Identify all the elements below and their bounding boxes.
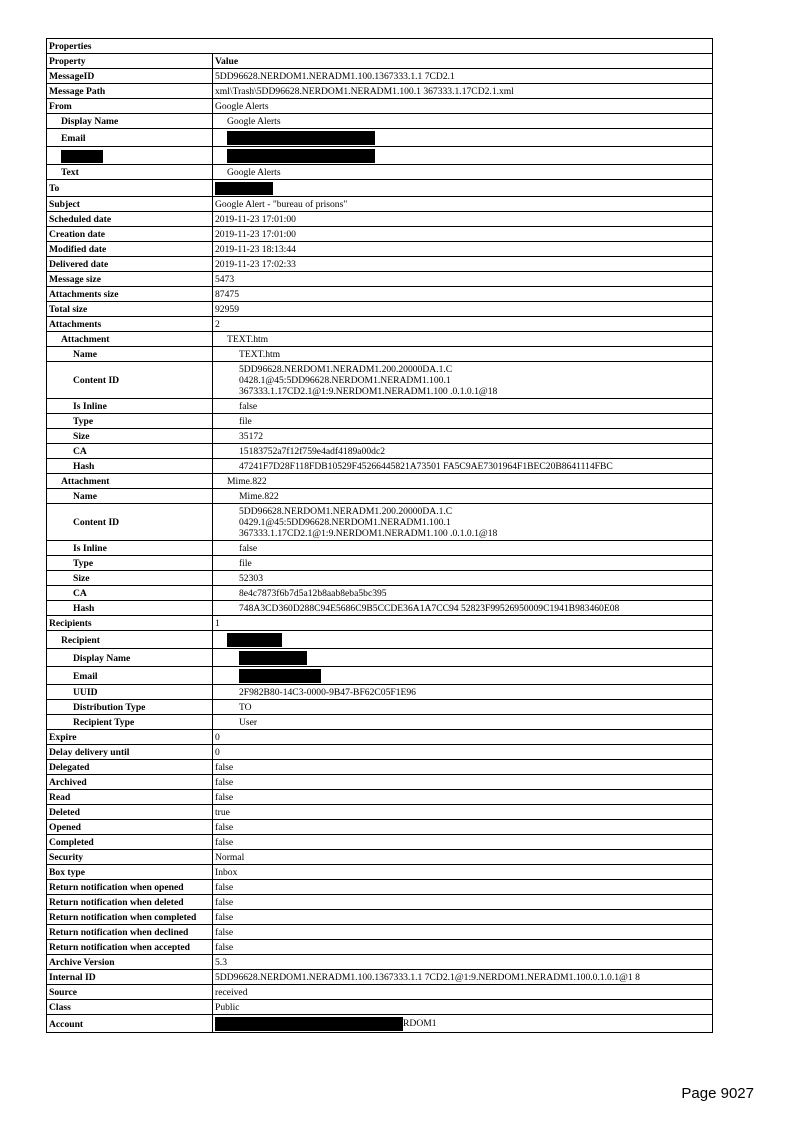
table-row <box>47 775 713 790</box>
property-name: Return notification when opened <box>47 880 213 895</box>
property-name: Text <box>47 165 213 180</box>
property-value <box>213 147 713 165</box>
table-row <box>47 910 713 925</box>
property-value: false <box>213 880 713 895</box>
table-row <box>47 399 713 414</box>
table-row <box>47 700 713 715</box>
property-name: Internal ID <box>47 970 213 985</box>
property-name: Archived <box>47 775 213 790</box>
property-name: Recipient Type <box>47 715 213 730</box>
property-value: 748A3CD360D288C94E5686C9B5CCDE36A1A7CC94 52823F99526950009C1941B983460E08 <box>213 601 713 616</box>
property-value: 5.3 <box>213 955 713 970</box>
property-value: Mime.822 <box>213 474 713 489</box>
property-value: 0 <box>213 745 713 760</box>
property-name: Return notification when completed <box>47 910 213 925</box>
table-row <box>47 601 713 616</box>
table-row <box>47 99 713 114</box>
property-name: Type <box>47 556 213 571</box>
property-name: Completed <box>47 835 213 850</box>
table-row <box>47 474 713 489</box>
property-name: Hash <box>47 459 213 474</box>
property-value: false <box>213 835 713 850</box>
property-name: Return notification when deleted <box>47 895 213 910</box>
property-value: false <box>213 925 713 940</box>
table-row <box>47 970 713 985</box>
table-row <box>47 940 713 955</box>
property-value <box>213 129 713 147</box>
table-row <box>47 242 713 257</box>
property-value <box>213 631 713 649</box>
property-value: false <box>213 790 713 805</box>
property-value <box>213 362 713 399</box>
property-value: xml\Trash\5DD96628.NERDOM1.NERADM1.100.1 367333.1.17CD2.1.xml <box>213 84 713 99</box>
table-row <box>47 571 713 586</box>
value-line: 5DD96628.NERDOM1.NERADM1.200.20000DA.1.C <box>239 364 453 375</box>
property-value: 87475 <box>213 287 713 302</box>
property-name: Total size <box>47 302 213 317</box>
property-name: Modified date <box>47 242 213 257</box>
table-row <box>47 489 713 504</box>
property-name: Opened <box>47 820 213 835</box>
property-name: Recipients <box>47 616 213 631</box>
property-name: CA <box>47 586 213 601</box>
page-number: Page 9027 <box>681 1085 754 1102</box>
table-row <box>47 616 713 631</box>
property-value: 2 <box>213 317 713 332</box>
property-name: Display Name <box>47 649 213 667</box>
property-name: UUID <box>47 685 213 700</box>
table-row <box>47 1000 713 1015</box>
property-name: Attachments size <box>47 287 213 302</box>
table-row <box>47 880 713 895</box>
table-row <box>47 347 713 362</box>
property-name: Name <box>47 347 213 362</box>
property-name: Size <box>47 429 213 444</box>
property-value: Google Alerts <box>213 165 713 180</box>
property-name: Attachment <box>47 332 213 347</box>
redaction-block <box>239 651 307 665</box>
property-value: 0 <box>213 730 713 745</box>
property-name: Size <box>47 571 213 586</box>
property-value: Mime.822 <box>213 489 713 504</box>
property-name: Type <box>47 414 213 429</box>
property-value: 2019-11-23 17:01:00 <box>213 227 713 242</box>
table-row <box>47 715 713 730</box>
property-name: Return notification when declined <box>47 925 213 940</box>
table-row <box>47 586 713 601</box>
property-name: Message size <box>47 272 213 287</box>
table-row <box>47 985 713 1000</box>
properties-table-body <box>47 39 713 1033</box>
property-name: Security <box>47 850 213 865</box>
property-name: From <box>47 99 213 114</box>
value-line: 367333.1.17CD2.1@1:9.NERDOM1.NERADM1.100 .0.1.0.1@18 <box>239 386 498 397</box>
property-value: 15183752a7f12f759e4adf4189a00dc2 <box>213 444 713 459</box>
table-row <box>47 114 713 129</box>
table-row <box>47 69 713 84</box>
redaction-block <box>215 1017 403 1031</box>
property-name: Is Inline <box>47 541 213 556</box>
redaction-block <box>227 149 375 163</box>
table-row <box>47 745 713 760</box>
property-value: Public <box>213 1000 713 1015</box>
value-line: 5DD96628.NERDOM1.NERADM1.200.20000DA.1.C <box>239 506 453 517</box>
property-value: 5DD96628.NERDOM1.NERADM1.100.1367333.1.1 7CD2.1@1:9.NERDOM1.NERADM1.100.0.1.0.1@1 8 <box>213 970 713 985</box>
property-value: file <box>213 556 713 571</box>
property-name: Distribution Type <box>47 700 213 715</box>
value-suffix: RDOM1 <box>403 1018 437 1030</box>
table-row <box>47 147 713 165</box>
property-name: Source <box>47 985 213 1000</box>
property-value: true <box>213 805 713 820</box>
property-value <box>213 180 713 197</box>
table-row <box>47 556 713 571</box>
property-name: Recipient <box>47 631 213 649</box>
property-value: false <box>213 541 713 556</box>
property-value: false <box>213 940 713 955</box>
property-value: 2019-11-23 17:01:00 <box>213 212 713 227</box>
property-value: Google Alerts <box>213 114 713 129</box>
table-title: Properties <box>47 39 713 54</box>
property-value <box>213 649 713 667</box>
property-name: Content ID <box>47 504 213 541</box>
property-name: Name <box>47 489 213 504</box>
table-row <box>47 835 713 850</box>
property-value: 2F982B80-14C3-0000-9B47-BF62C05F1E96 <box>213 685 713 700</box>
value-line: 0429.1@45:5DD96628.NERDOM1.NERADM1.100.1 <box>239 517 451 528</box>
property-value: 5473 <box>213 272 713 287</box>
property-value <box>213 667 713 685</box>
table-row <box>47 444 713 459</box>
table-row <box>47 332 713 347</box>
property-value: false <box>213 910 713 925</box>
table-row <box>47 1015 713 1033</box>
value-line: 0428.1@45:5DD96628.NERDOM1.NERADM1.100.1 <box>239 375 451 386</box>
property-value: 2019-11-23 18:13:44 <box>213 242 713 257</box>
property-name: Account <box>47 1015 213 1033</box>
property-name: CA <box>47 444 213 459</box>
value-line: 367333.1.17CD2.1@1:9.NERDOM1.NERADM1.100 .0.1.0.1@18 <box>239 528 498 539</box>
table-row <box>47 850 713 865</box>
table-header-row <box>47 54 713 69</box>
property-name: Class <box>47 1000 213 1015</box>
property-value: false <box>213 895 713 910</box>
table-row <box>47 541 713 556</box>
redaction-block <box>227 633 282 647</box>
property-name: Is Inline <box>47 399 213 414</box>
redaction-block <box>61 150 103 163</box>
table-row <box>47 649 713 667</box>
table-row <box>47 180 713 197</box>
property-value: 92959 <box>213 302 713 317</box>
redaction-block <box>227 131 375 145</box>
property-value: TEXT.htm <box>213 347 713 362</box>
property-name: Message Path <box>47 84 213 99</box>
property-value: 35172 <box>213 429 713 444</box>
property-name: Hash <box>47 601 213 616</box>
table-row <box>47 760 713 775</box>
table-row <box>47 685 713 700</box>
property-value: Normal <box>213 850 713 865</box>
property-value: false <box>213 820 713 835</box>
property-name: Scheduled date <box>47 212 213 227</box>
table-row <box>47 317 713 332</box>
property-value: 52303 <box>213 571 713 586</box>
redaction-block <box>239 669 321 683</box>
table-row <box>47 165 713 180</box>
property-column-header: Property <box>47 54 213 69</box>
property-name: Subject <box>47 197 213 212</box>
table-row <box>47 129 713 147</box>
property-name: Delivered date <box>47 257 213 272</box>
property-value: 2019-11-23 17:02:33 <box>213 257 713 272</box>
property-value: Google Alert - "bureau of prisons" <box>213 197 713 212</box>
table-row <box>47 895 713 910</box>
property-value: 1 <box>213 616 713 631</box>
property-value: 5DD96628.NERDOM1.NERADM1.100.1367333.1.1 7CD2.1 <box>213 69 713 84</box>
property-value: false <box>213 760 713 775</box>
property-value: received <box>213 985 713 1000</box>
redaction-block <box>215 182 273 195</box>
property-name: Archive Version <box>47 955 213 970</box>
table-row <box>47 504 713 541</box>
property-value: Inbox <box>213 865 713 880</box>
property-value: false <box>213 399 713 414</box>
properties-table <box>46 38 713 1033</box>
property-name: Content ID <box>47 362 213 399</box>
property-value: TEXT.htm <box>213 332 713 347</box>
table-row <box>47 865 713 880</box>
table-row <box>47 631 713 649</box>
table-row <box>47 84 713 99</box>
property-value: TO <box>213 700 713 715</box>
property-name: Delegated <box>47 760 213 775</box>
property-value: 47241F7D28F118FDB10529F45266445821A73501 FA5C9AE7301964F1BEC20B8641114FBC <box>213 459 713 474</box>
table-row <box>47 667 713 685</box>
property-name: Creation date <box>47 227 213 242</box>
property-name: To <box>47 180 213 197</box>
table-row <box>47 820 713 835</box>
table-row <box>47 955 713 970</box>
table-row <box>47 805 713 820</box>
table-row <box>47 459 713 474</box>
property-name: Read <box>47 790 213 805</box>
table-row <box>47 212 713 227</box>
table-row <box>47 362 713 399</box>
property-name: Attachment <box>47 474 213 489</box>
property-name: Email <box>47 129 213 147</box>
table-title-row <box>47 39 713 54</box>
table-row <box>47 925 713 940</box>
property-value: false <box>213 775 713 790</box>
property-value <box>213 1015 713 1033</box>
table-row <box>47 790 713 805</box>
property-name <box>47 147 213 165</box>
property-value <box>213 504 713 541</box>
table-row <box>47 272 713 287</box>
property-name: Box type <box>47 865 213 880</box>
property-value: file <box>213 414 713 429</box>
value-column-header: Value <box>213 54 713 69</box>
table-row <box>47 197 713 212</box>
table-row <box>47 257 713 272</box>
property-name: Display Name <box>47 114 213 129</box>
property-name: Email <box>47 667 213 685</box>
property-name: MessageID <box>47 69 213 84</box>
table-row <box>47 414 713 429</box>
property-value: Google Alerts <box>213 99 713 114</box>
table-row <box>47 730 713 745</box>
property-value: 8e4c7873f6b7d5a12b8aab8eba5bc395 <box>213 586 713 601</box>
property-name: Delay delivery until <box>47 745 213 760</box>
property-name: Return notification when accepted <box>47 940 213 955</box>
table-row <box>47 429 713 444</box>
table-row <box>47 287 713 302</box>
table-row <box>47 227 713 242</box>
table-row <box>47 302 713 317</box>
property-name: Attachments <box>47 317 213 332</box>
property-name: Deleted <box>47 805 213 820</box>
property-name: Expire <box>47 730 213 745</box>
property-value: User <box>213 715 713 730</box>
